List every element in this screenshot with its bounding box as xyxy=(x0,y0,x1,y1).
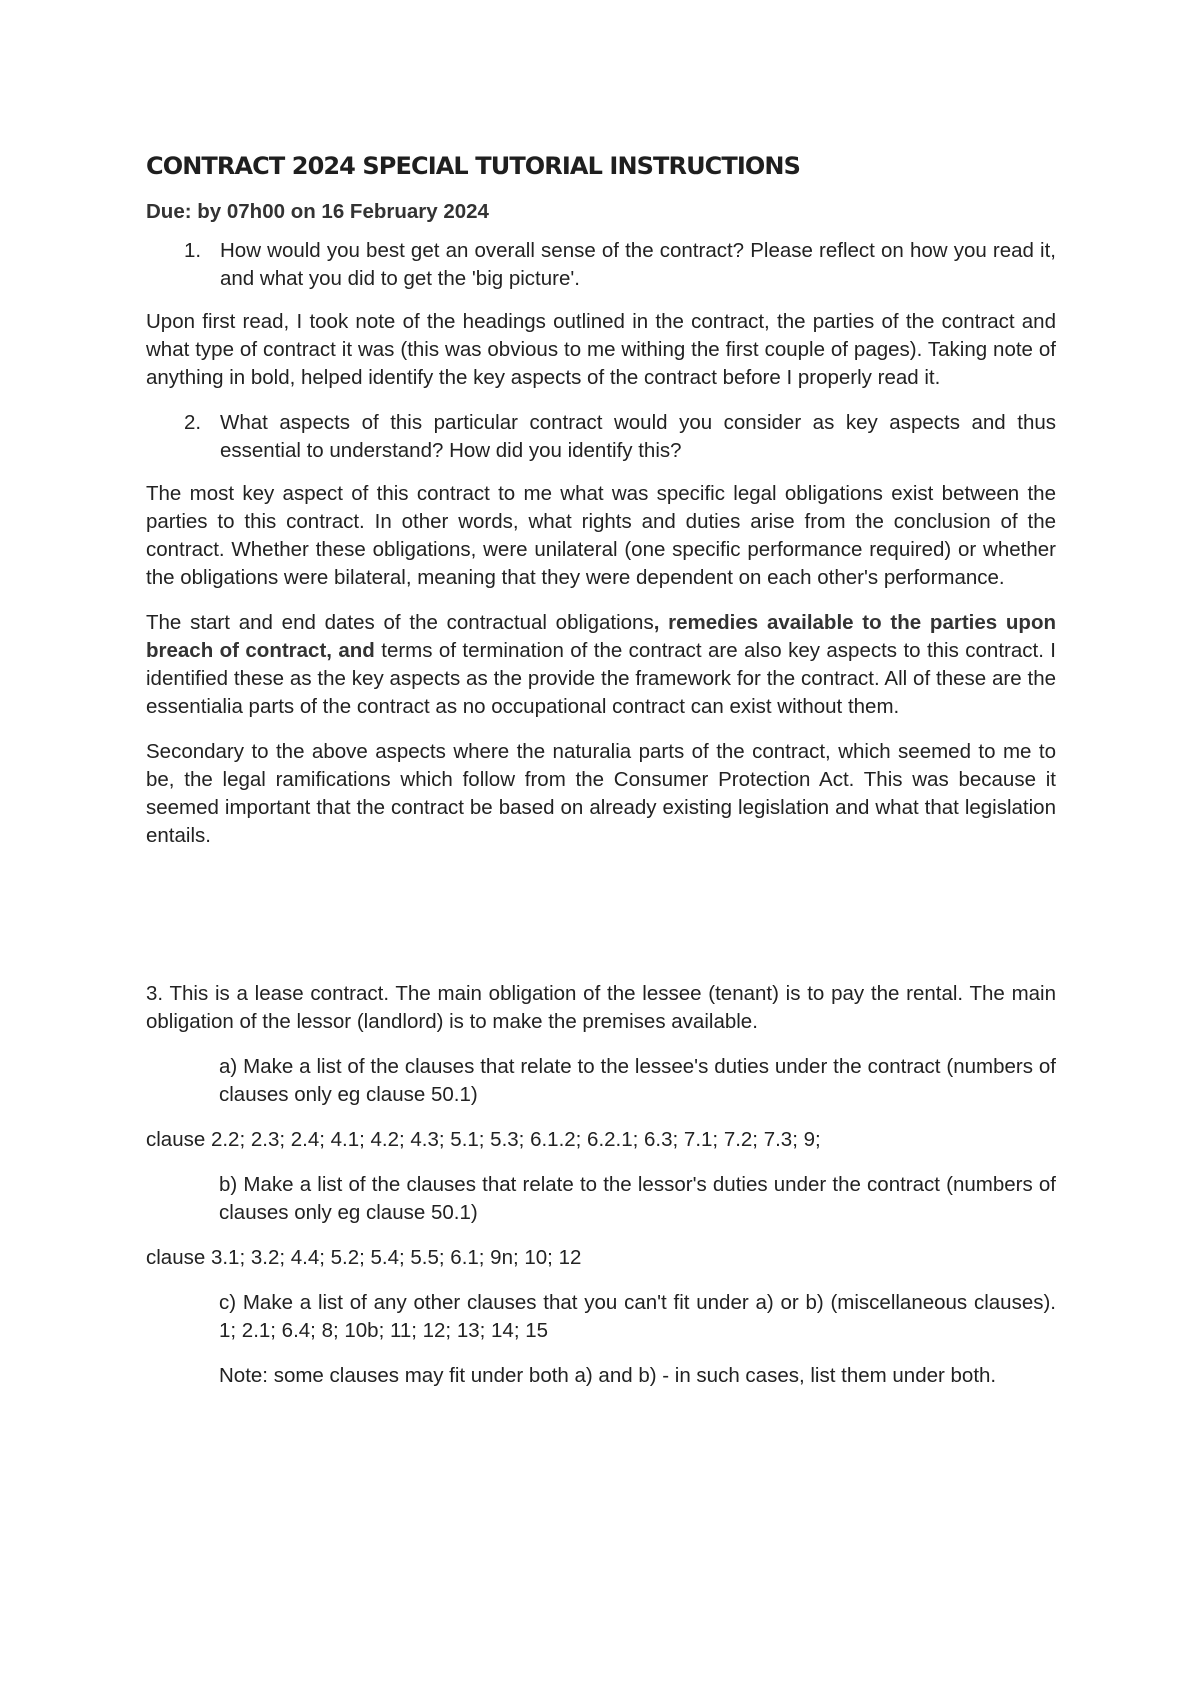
question-2-text: What aspects of this particular contract would you consider as key aspects and thus essential to understand? How did you identify this? xyxy=(220,411,1056,462)
answer-2-paragraph-2 xyxy=(146,609,1056,721)
due-date: Due: by 07h00 on 16 February 2024 xyxy=(146,200,489,223)
answer-2-text-end: terms of termination of the contract are also key aspects to this contract. I identified these as the key aspects as the provide the framework for the contract. All of these are the essentialia parts of the contract as no occupational contract can exist without them. xyxy=(146,639,1056,718)
answer-3b: clause 3.1; 3.2; 4.4; 5.2; 5.4; 5.5; 6.1; 9n; 10; 12 xyxy=(146,1246,582,1269)
question-1-number: 1. xyxy=(184,239,202,262)
document-page xyxy=(146,146,1056,1407)
question-3b: b) Make a list of the clauses that relate to the lessor's duties under the contract (numbers of clauses only eg clause 50.1) xyxy=(219,1173,1056,1224)
document-title: CONTRACT 2024 SPECIAL TUTORIAL INSTRUCTIONS xyxy=(146,152,800,180)
answer-3a: clause 2.2; 2.3; 2.4; 4.1; 4.2; 4.3; 5.1; 5.3; 6.1.2; 6.2.1; 6.3; 7.1; 7.2; 7.3; 9; xyxy=(146,1128,821,1151)
answer-1: Upon first read, I took note of the headings outlined in the contract, the parties of the contract and what type of contract it was (this was obvious to me withing the first couple of pages). Taking note of anything in bold, helped identify the key aspects of the contract before I properly read it. xyxy=(146,310,1056,389)
answer-2-text-start: The start and end dates of the contractual obligations xyxy=(146,611,654,634)
question-3: 3. This is a lease contract. The main obligation of the lessee (tenant) is to pay the rental. The main obligation of the lessor (landlord) is to make the premises available. xyxy=(146,982,1056,1033)
answer-2-paragraph-3: Secondary to the above aspects where the naturalia parts of the contract, which seemed to me to be, the legal ramifications which follow from the Consumer Protection Act. This was because it seemed important that the contract be based on already existing legislation and what that legislation entails. xyxy=(146,740,1056,847)
answer-2-bold-text: , remedies available to the parties upon breach of contract, and xyxy=(146,611,1056,662)
question-1-text: How would you best get an overall sense of the contract? Please reflect on how you read it, and what you did to get the 'big picture'. xyxy=(220,239,1056,290)
answer-2-paragraph-1: The most key aspect of this contract to me what was specific legal obligations exist between the parties to this contract. In other words, what rights and duties arise from the conclusion of the contract. Whether these obligations, were unilateral (one specific performance required) or whether the obligations were bilateral, meaning that they were dependent on each other's performance. xyxy=(146,482,1056,589)
blank-space xyxy=(146,867,1056,980)
question-2-number: 2. xyxy=(184,411,202,434)
question-2 xyxy=(146,409,1056,465)
question-3c: c) Make a list of any other clauses that you can't fit under a) or b) (miscellaneous clauses). 1; 2.1; 6.4; 8; 10b; 11; 12; 13; 14; 15 xyxy=(219,1291,1056,1342)
question-3a: a) Make a list of the clauses that relate to the lessee's duties under the contract (numbers of clauses only eg clause 50.1) xyxy=(219,1055,1056,1106)
note: Note: some clauses may fit under both a) and b) - in such cases, list them under both. xyxy=(219,1364,997,1387)
question-1 xyxy=(146,237,1056,293)
